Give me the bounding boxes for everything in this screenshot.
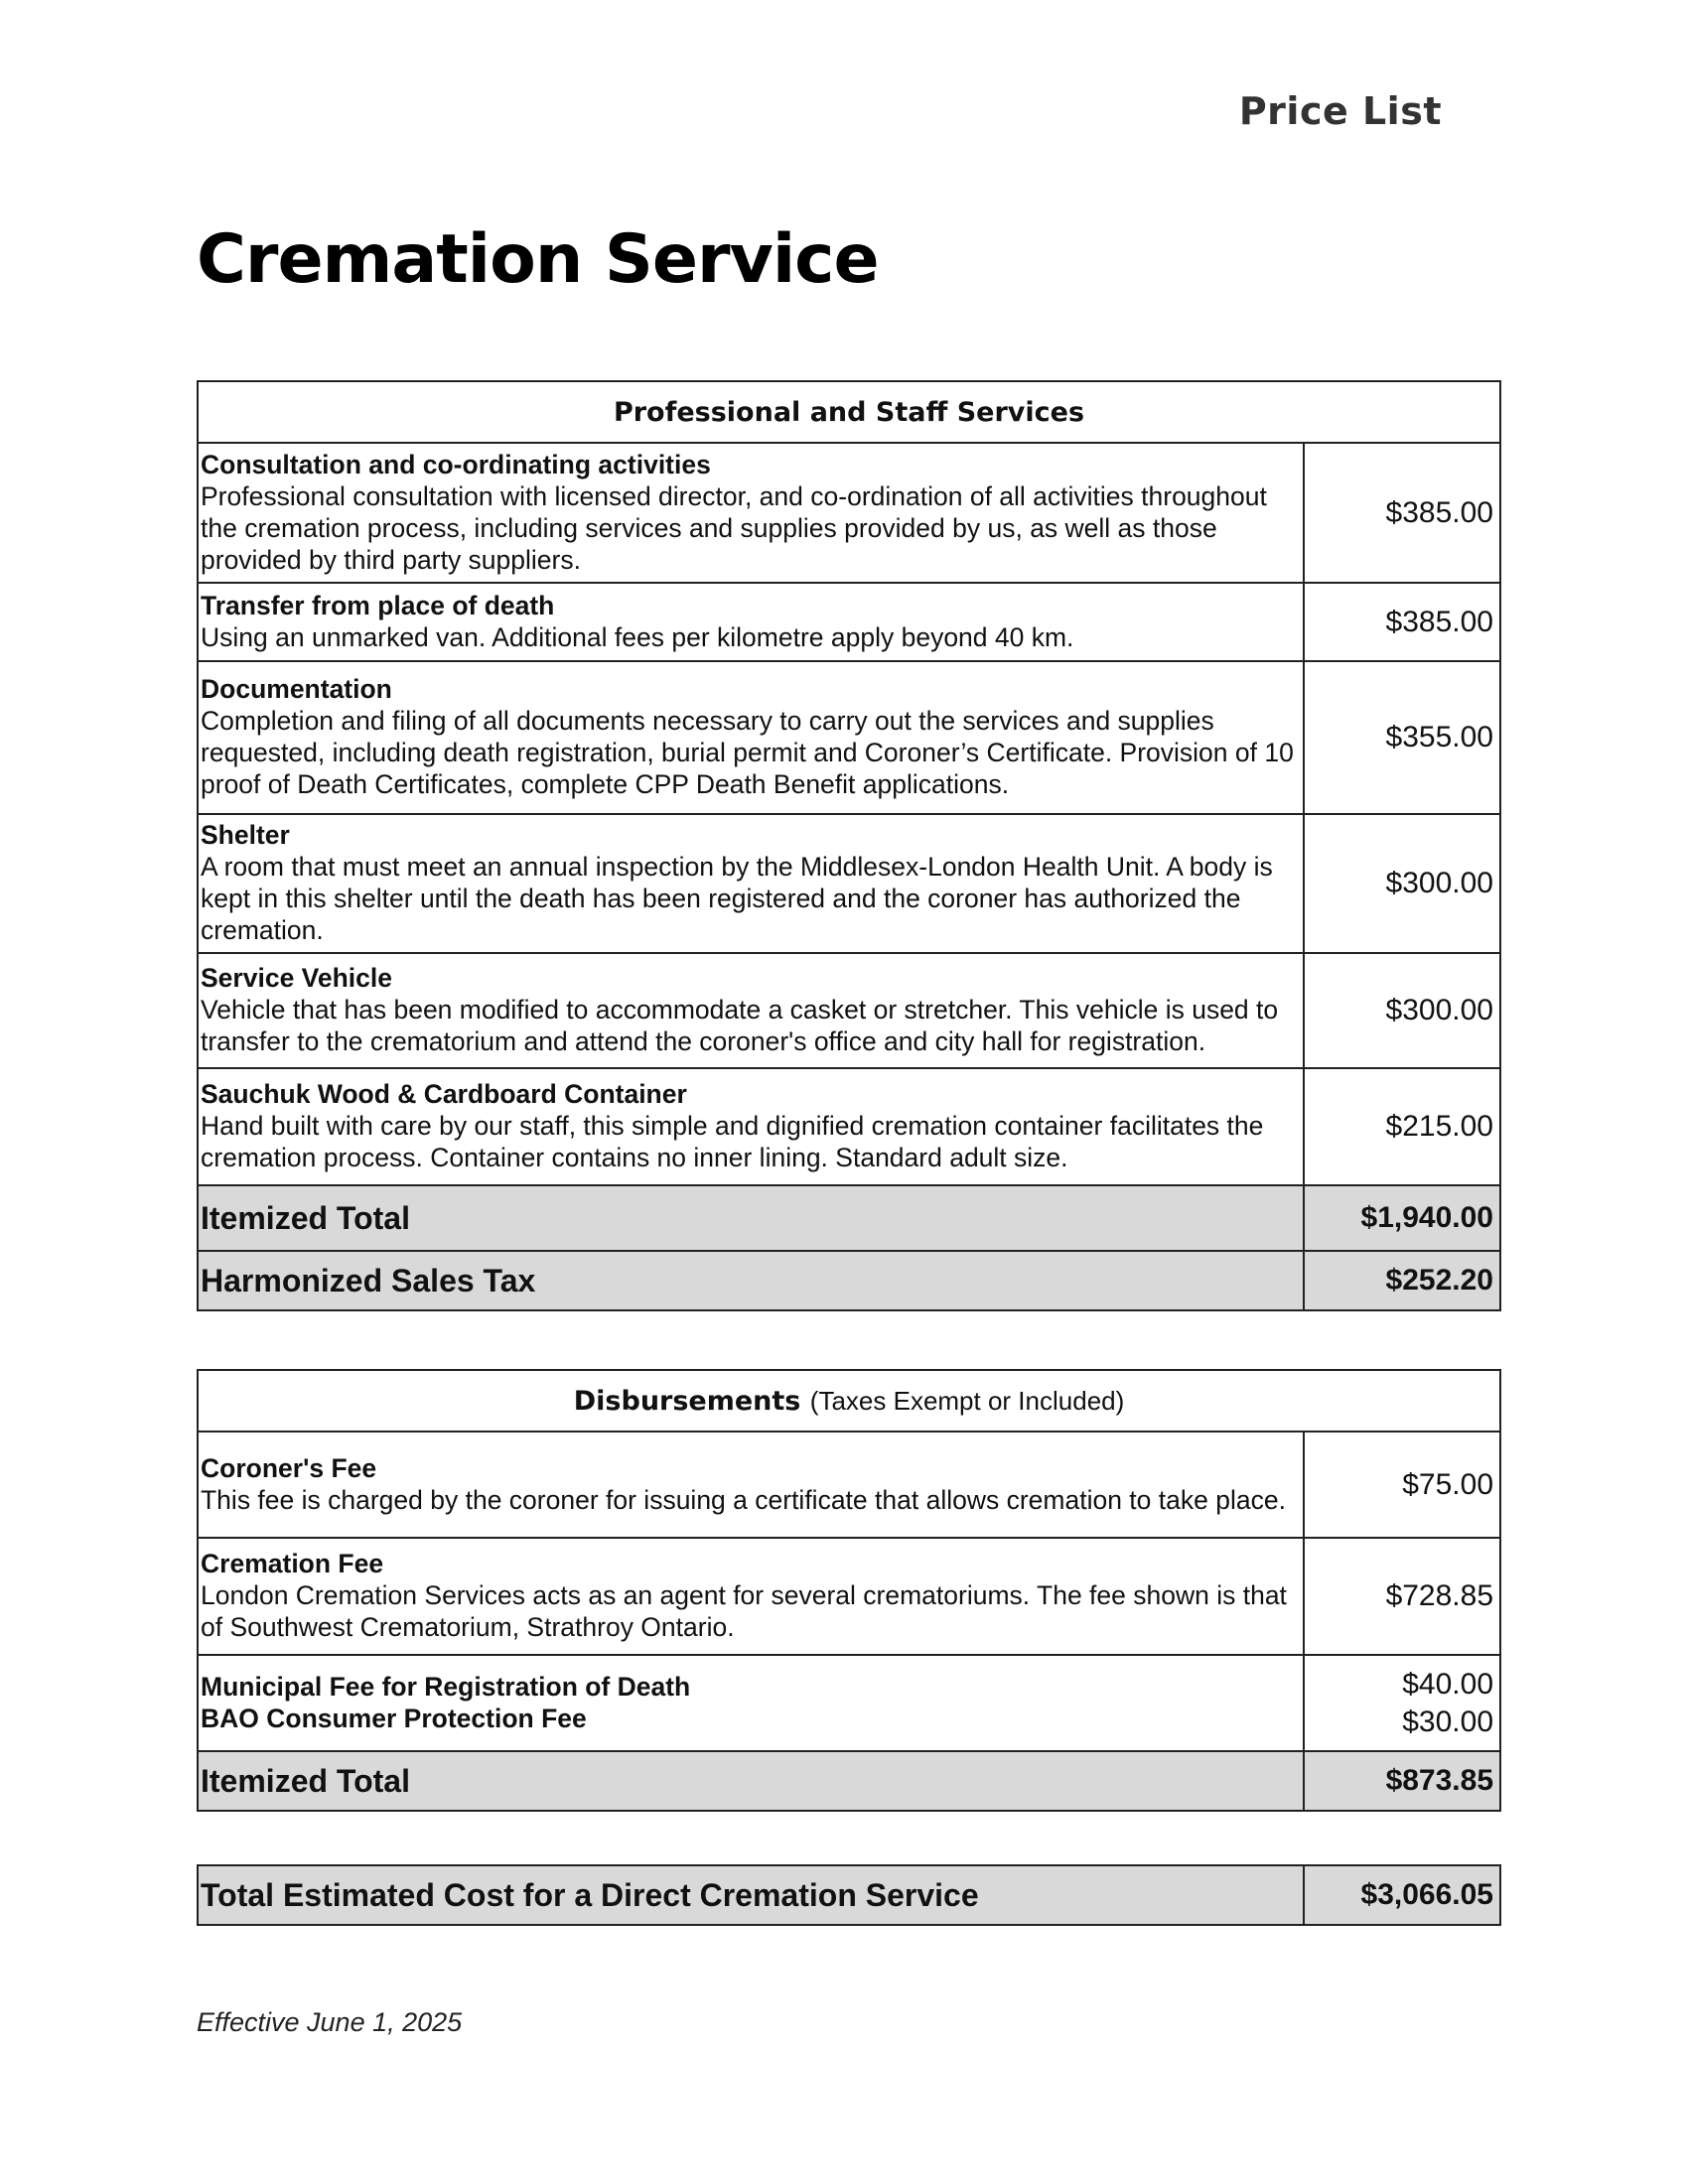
item-price: $300.00 <box>1304 814 1500 953</box>
table-row <box>198 443 1500 583</box>
disbursements-heading-title: Disbursements <box>573 1385 801 1417</box>
item-description: Professional consultation with licensed director, and co-ordination of all activities throughout the cremation process, including services and supplies provided by us, as well as those provided by third party suppliers. <box>201 480 1267 575</box>
table-row <box>198 1432 1500 1538</box>
table-row <box>198 661 1500 814</box>
item-name: Transfer from place of death <box>201 590 555 620</box>
disbursements-heading-note: (Taxes Exempt or Included) <box>809 1385 1125 1416</box>
item-price: $728.85 <box>1304 1538 1500 1655</box>
disbursements-total-value: $873.85 <box>1304 1751 1500 1811</box>
disbursements-total-row <box>198 1751 1500 1811</box>
grand-total-table <box>197 1864 1501 1926</box>
grand-total-row <box>198 1865 1500 1925</box>
item-name: Documentation <box>201 674 392 704</box>
itemized-total-row <box>198 1185 1500 1251</box>
item-description-cell <box>198 1432 1304 1538</box>
table-row <box>198 814 1500 953</box>
item-description-cell <box>198 661 1304 814</box>
grand-total-label: Total Estimated Cost for a Direct Cremation Service <box>198 1865 1304 1925</box>
professional-services-heading: Professional and Staff Services <box>198 381 1500 443</box>
item-description: This fee is charged by the coroner for issuing a certificate that allows cremation to take place. <box>201 1484 1286 1515</box>
disbursements-heading <box>198 1370 1500 1432</box>
item-description-cell <box>198 814 1304 953</box>
effective-date: Effective June 1, 2025 <box>197 2007 463 2037</box>
table-row <box>198 1068 1500 1185</box>
item-description: Hand built with care by our staff, this simple and dignified cremation container facilitates the cremation process. Container contains no inner lining. Standard adult size. <box>201 1111 1264 1172</box>
municipal-fee-price: $40.00 <box>1402 1667 1494 1701</box>
item-description: London Cremation Services acts as an agent for several crematoriums. The fee shown is that of Southwest Crematorium, Strathroy Ontario. <box>201 1580 1287 1642</box>
item-description: Using an unmarked van. Additional fees per kilometre apply beyond 40 km. <box>201 621 1074 652</box>
professional-services-table <box>197 380 1501 1311</box>
item-name: Cremation Fee <box>201 1549 384 1578</box>
item-name: Coroner's Fee <box>201 1452 377 1483</box>
table-row <box>198 1655 1500 1751</box>
itemized-total-label: Itemized Total <box>198 1185 1304 1251</box>
bao-fee-name: BAO Consumer Protection Fee <box>201 1703 587 1733</box>
fees-description-cell <box>198 1655 1304 1751</box>
item-description-cell <box>198 953 1304 1068</box>
item-price: $385.00 <box>1304 583 1500 661</box>
price-list-label: Price List <box>1238 89 1442 133</box>
grand-total-value: $3,066.05 <box>1304 1865 1500 1925</box>
sales-tax-value: $252.20 <box>1304 1251 1500 1310</box>
table-row <box>198 953 1500 1068</box>
item-description-cell <box>198 443 1304 583</box>
municipal-fee-name: Municipal Fee for Registration of Death <box>201 1671 691 1702</box>
item-description-cell <box>198 1538 1304 1655</box>
fees-price-cell <box>1304 1655 1500 1751</box>
sales-tax-label: Harmonized Sales Tax <box>198 1251 1304 1310</box>
item-name: Shelter <box>201 820 290 850</box>
item-price: $300.00 <box>1304 953 1500 1068</box>
table-row <box>198 583 1500 661</box>
item-name: Sauchuk Wood & Cardboard Container <box>201 1079 687 1109</box>
disbursements-total-label: Itemized Total <box>198 1751 1304 1811</box>
item-price: $75.00 <box>1304 1432 1500 1538</box>
item-description: Vehicle that has been modified to accommodate a casket or stretcher. This vehicle is used to transfer to the crematorium and attend the coroner's office and city hall for registration. <box>201 995 1279 1056</box>
item-price: $385.00 <box>1304 443 1500 583</box>
item-price: $355.00 <box>1304 661 1500 814</box>
sales-tax-row <box>198 1251 1500 1310</box>
item-price: $215.00 <box>1304 1068 1500 1185</box>
item-name: Consultation and co-ordinating activities <box>201 449 711 479</box>
itemized-total-value: $1,940.00 <box>1304 1185 1500 1251</box>
item-description: A room that must meet an annual inspection by the Middlesex-London Health Unit. A body is kept in this shelter until the death has been registered and the coroner has authorized the cremation. <box>201 852 1273 945</box>
bao-fee-price: $30.00 <box>1402 1705 1494 1738</box>
item-description-cell <box>198 583 1304 661</box>
disbursements-table <box>197 1369 1501 1812</box>
table-row <box>198 1538 1500 1655</box>
item-description-cell <box>198 1068 1304 1185</box>
item-description: Completion and filing of all documents necessary to carry out the services and supplies requested, including death registration, burial permit and Coroner’s Certificate. Provision of 10 proof of Death Certificates, complete CPP Death Benefit applications. <box>201 706 1294 799</box>
page-title: Cremation Service <box>197 220 879 299</box>
item-name: Service Vehicle <box>201 963 393 993</box>
